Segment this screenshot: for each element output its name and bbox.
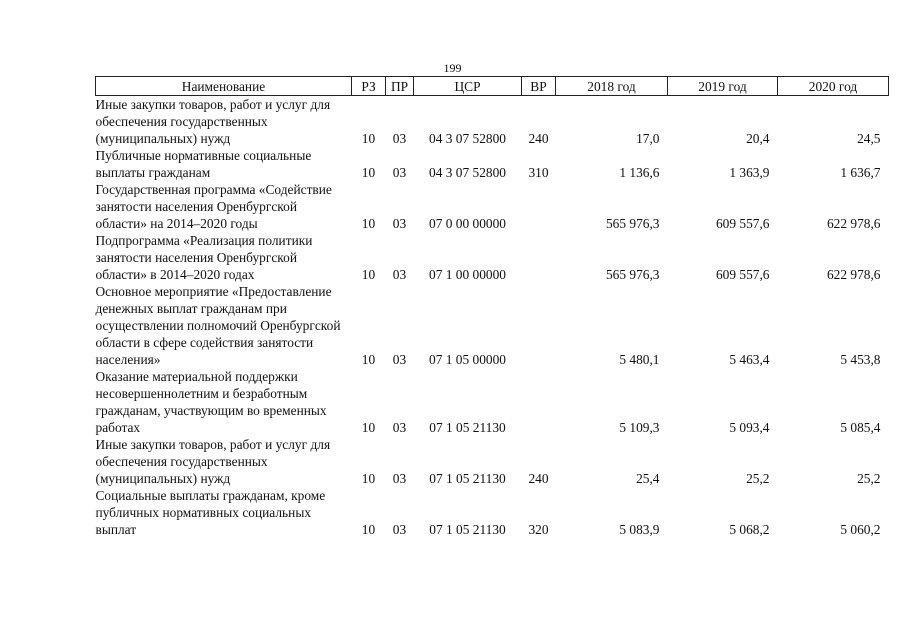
row-name: Иные закупки товаров, работ и услуг для обеспечения государственных (муниципальных) нужд xyxy=(95,437,331,486)
row-2020: 622 978,6 xyxy=(826,216,881,231)
row-2019: 609 557,6 xyxy=(715,267,770,282)
row-2019: 25,2 xyxy=(746,471,770,486)
row-pr: 03 xyxy=(392,165,407,180)
row-2019: 5 093,4 xyxy=(729,420,770,435)
row-vr: 320 xyxy=(528,522,549,537)
row-vr xyxy=(522,232,556,283)
header-2018: 2018 год xyxy=(556,77,668,96)
page-number: 199 xyxy=(443,61,462,75)
row-vr: 310 xyxy=(528,165,549,180)
budget-table xyxy=(95,76,889,538)
row-2019: 609 557,6 xyxy=(715,216,770,231)
table-row xyxy=(96,181,889,232)
table-row xyxy=(96,436,889,487)
row-rz: 10 xyxy=(361,216,376,231)
row-2020: 5 060,2 xyxy=(840,522,881,537)
table-row xyxy=(96,487,889,538)
row-name: Социальные выплаты гражданам, кроме публичных нормативных социальных выплат xyxy=(95,488,326,537)
row-rz: 10 xyxy=(361,165,376,180)
row-vr: 240 xyxy=(528,471,549,486)
row-rz: 10 xyxy=(361,420,376,435)
row-rz: 10 xyxy=(361,131,376,146)
row-2020: 5 085,4 xyxy=(840,420,881,435)
row-vr xyxy=(522,181,556,232)
row-pr: 03 xyxy=(392,131,407,146)
row-2020: 622 978,6 xyxy=(826,267,881,282)
row-name: Иные закупки товаров, работ и услуг для обеспечения государственных (муниципальных) нужд xyxy=(95,97,331,146)
row-2018: 5 083,9 xyxy=(619,522,660,537)
row-pr: 03 xyxy=(392,471,407,486)
row-2018: 17,0 xyxy=(636,131,660,146)
row-2020: 5 453,8 xyxy=(840,352,881,367)
row-2020: 25,2 xyxy=(857,471,881,486)
row-pr: 03 xyxy=(392,352,407,367)
row-pr: 03 xyxy=(392,420,407,435)
header-vr: ВР xyxy=(522,77,556,96)
header-pr: ПР xyxy=(386,77,414,96)
row-2018: 565 976,3 xyxy=(605,267,660,282)
row-pr: 03 xyxy=(392,522,407,537)
row-vr: 240 xyxy=(528,131,549,146)
row-name: Основное мероприятие «Предоставление денежных выплат гражданам при осуществлении полномочий Оренбургской области в сфере содействия занятости населения» xyxy=(95,284,341,367)
row-vr xyxy=(522,368,556,436)
row-2018: 5 109,3 xyxy=(619,420,660,435)
row-2019: 5 068,2 xyxy=(729,522,770,537)
row-rz: 10 xyxy=(361,352,376,367)
row-csr: 04 3 07 52800 xyxy=(429,165,506,180)
row-2019: 5 463,4 xyxy=(729,352,770,367)
header-csr: ЦСР xyxy=(414,77,522,96)
row-vr xyxy=(522,283,556,368)
row-2018: 5 480,1 xyxy=(619,352,660,367)
row-name: Публичные нормативные социальные выплаты гражданам xyxy=(95,148,312,180)
table-row xyxy=(96,283,889,368)
row-name: Оказание материальной поддержки несовершеннолетним и безработным гражданам, участвующим во временных работах xyxy=(95,369,327,435)
row-csr: 07 1 05 21130 xyxy=(429,471,506,486)
table-row xyxy=(96,96,889,148)
row-csr: 07 1 00 00000 xyxy=(429,267,506,282)
row-name: Государственная программа «Содействие занятости населения Оренбургской области» на 2014–2020 годы xyxy=(95,182,332,231)
header-2019: 2019 год xyxy=(668,77,778,96)
row-csr: 07 0 00 00000 xyxy=(429,216,506,231)
row-csr: 07 1 05 21130 xyxy=(429,420,506,435)
row-2019: 1 363,9 xyxy=(729,165,770,180)
row-2018: 565 976,3 xyxy=(605,216,660,231)
row-name: Подпрограмма «Реализация политики занятости населения Оренбургской области» в 2014–2020 годах xyxy=(95,233,313,282)
header-rz: РЗ xyxy=(352,77,386,96)
row-2018: 25,4 xyxy=(636,471,660,486)
row-csr: 07 1 05 21130 xyxy=(429,522,506,537)
row-2018: 1 136,6 xyxy=(619,165,660,180)
row-csr: 07 1 05 00000 xyxy=(429,352,506,367)
row-rz: 10 xyxy=(361,471,376,486)
table-row xyxy=(96,232,889,283)
row-2019: 20,4 xyxy=(746,131,770,146)
row-2020: 1 636,7 xyxy=(840,165,881,180)
table-header-row xyxy=(96,77,889,96)
row-pr: 03 xyxy=(392,216,407,231)
row-rz: 10 xyxy=(361,267,376,282)
table-row xyxy=(96,368,889,436)
table-row xyxy=(96,147,889,181)
header-name: Наименование xyxy=(96,77,352,96)
row-pr: 03 xyxy=(392,267,407,282)
row-2020: 24,5 xyxy=(857,131,881,146)
row-rz: 10 xyxy=(361,522,376,537)
header-2020: 2020 год xyxy=(778,77,889,96)
row-csr: 04 3 07 52800 xyxy=(429,131,506,146)
